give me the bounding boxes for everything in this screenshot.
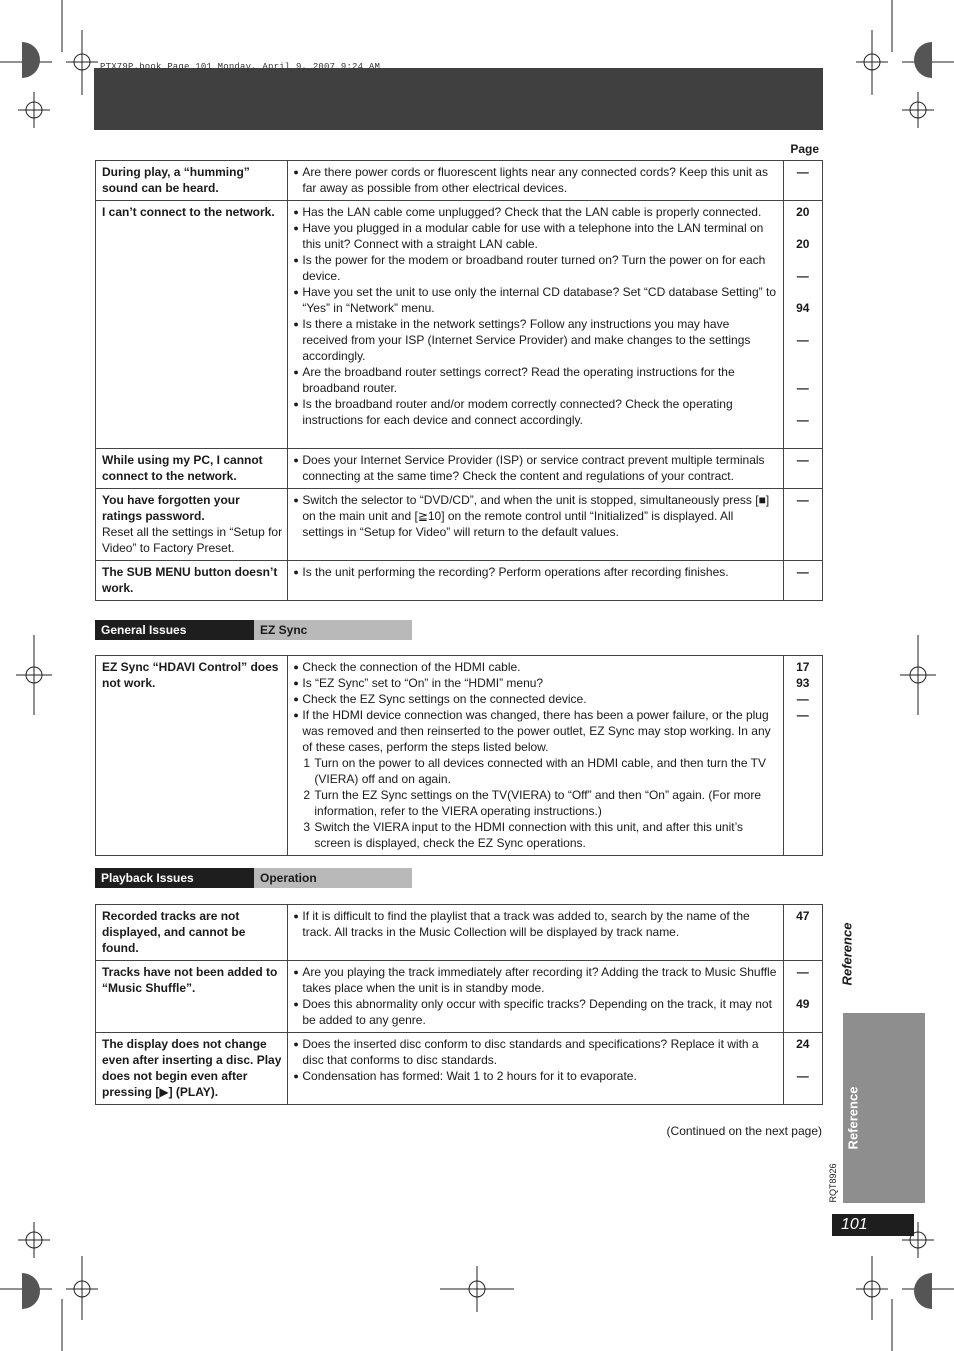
bullet-item: ● Check the connection of the HDMI cable. [293,660,521,674]
bullet-item: ● Switch the selector to “DVD/CD”, and when the unit is stopped, simultaneously press [■] on the main unit and [≧10] on the remote control until “Initialized” is displayed. All settings in “Setup for Video” will return to the default values. [293,493,770,539]
table-row [96,1033,823,1105]
bullet-icon: ● [293,999,299,1009]
table-row [96,905,823,961]
bullet-icon: ● [293,662,299,672]
bullet-item: ● Check the EZ Sync settings on the connected device. [293,692,587,706]
page-ref-cell: — 49 [783,961,823,1033]
bullet-icon: ● [293,694,299,704]
problem-cell: EZ Sync “HDAVI Control” does not work. [96,656,288,856]
table-row [96,449,823,489]
problem-cell: The SUB MENU button doesn’t work. [96,561,288,601]
file-stamp: PTX79P.book Page 101 Monday, April 9, 2007 9:24 AM [100,62,381,72]
troubleshooting-table-network [95,160,823,601]
problem-cell: You have forgotten your ratings password. Reset all the settings in “Setup for Video” to Factory Preset. [96,489,288,561]
solution-cell [288,656,783,856]
section-sublabel: EZ Sync [254,620,412,640]
page-ref-cell: — [783,161,823,201]
model-code: RQT8926 [828,1163,838,1203]
section-sublabel: Operation [254,868,412,888]
page-ref-cell: — [783,489,823,561]
side-tab-label: Reference [845,1086,861,1150]
step-item: 2 Turn the EZ Sync settings on the TV(VIERA) to “Off” and then “On” again. (For more information, refer to the VIERA operating instructions.) [303,788,762,818]
section-heading-playback [95,868,412,888]
page-ref-cell: 24 — [783,1033,823,1105]
bullet-item: ● Have you set the unit to use only the internal CD database? Set “CD database Setting” to “Yes” in “Network” menu. [293,285,776,315]
bullet-icon: ● [293,1071,299,1081]
bullet-icon: ● [293,287,299,297]
bullet-item: ● Does this abnormality only occur with specific tracks? Depending on the track, it may not be added to any genre. [293,997,772,1027]
problem-cell: I can’t connect to the network. [96,201,288,449]
bullet-icon: ● [293,1039,299,1049]
bullet-icon: ● [293,223,299,233]
section-heading-general [95,620,412,640]
header-bar [94,68,823,130]
side-tab [843,1013,925,1203]
solution-cell [288,1033,783,1105]
bullet-item: ● Are there power cords or fluorescent lights near any connected cords? Keep this unit as far away as possible from other electrical devices. [293,165,768,195]
bullet-item: ● Have you plugged in a modular cable for use with a telephone into the LAN terminal on this unit? Connect with a straight LAN cable. [293,221,764,251]
troubleshooting-table-playback [95,904,823,1105]
section-label: General Issues [95,620,254,640]
table-row [96,961,823,1033]
bullet-icon: ● [293,319,299,329]
solution-cell [288,161,783,201]
bullet-icon: ● [293,207,299,217]
solution-cell [288,201,783,449]
page-number: 101 [832,1214,914,1236]
table-row [96,201,823,449]
step-item: 3 Switch the VIERA input to the HDMI connection with this unit, and after this unit’s screen is displayed, check the EZ Sync operations. [303,820,744,850]
bullet-icon: ● [293,455,299,465]
bullet-icon: ● [293,678,299,688]
problem-cell: The display does not change even after inserting a disc. Play does not begin even after pressing [▶] (PLAY). [96,1033,288,1105]
solution-cell [288,561,783,601]
bullet-icon: ● [293,911,299,921]
page-ref-cell: — [783,449,823,489]
bullet-icon: ● [293,967,299,977]
page-ref-cell: 47 [783,905,823,961]
page-ref-cell: 20 20 — 94 — — — [783,201,823,449]
page-ref-cell: 17 93 — — [783,656,823,856]
bullet-icon: ● [293,495,299,505]
continued-note: (Continued on the next page) [666,1124,822,1138]
bullet-item: ● Is the unit performing the recording? Perform operations after recording finishes. [293,565,729,579]
side-reference-label: Reference [839,922,855,986]
bullet-item: ● If the HDMI device connection was changed, there has been a power failure, or the plug was removed and then reinserted to the power outlet, EZ Sync may stop working. In any of these cases, perform the steps listed below. [293,708,771,754]
table-row [96,489,823,561]
bullet-icon: ● [293,255,299,265]
table-row [96,561,823,601]
bullet-item: ● Are the broadband router settings correct? Read the operating instructions for the broadband router. [293,365,735,395]
bullet-item: ● Condensation has formed: Wait 1 to 2 hours for it to evaporate. [293,1069,637,1083]
solution-cell [288,905,783,961]
bullet-item: ● Is “EZ Sync” set to “On” in the “HDMI” menu? [293,676,544,690]
bullet-item: ● Has the LAN cable come unplugged? Check that the LAN cable is properly connected. [293,205,762,219]
troubleshooting-table-ezsync [95,655,823,856]
bullet-icon: ● [293,367,299,377]
solution-cell [288,449,783,489]
bullet-item: ● Is there a mistake in the network settings? Follow any instructions you may have received from your ISP (Internet Service Provider) and make changes to the settings accordingly. [293,317,751,363]
bullet-item: ● Is the power for the modem or broadband router turned on? Turn the power on for each device. [293,253,766,283]
page-ref-cell: — [783,561,823,601]
table-row [96,161,823,201]
bullet-item: ● Are you playing the track immediately after recording it? Adding the track to Music Shuffle takes place when the unit is in standby mode. [293,965,777,995]
bullet-item: ● Does your Internet Service Provider (ISP) or service contract prevent multiple terminals connecting at the same time? Check the content and regulations of your contract. [293,453,765,483]
bullet-icon: ● [293,399,299,409]
solution-cell [288,489,783,561]
bullet-icon: ● [293,567,299,577]
bullet-item: ● Does the inserted disc conform to disc standards and specifications? Replace it with a disc that conforms to disc standards. [293,1037,759,1067]
problem-cell: While using my PC, I cannot connect to the network. [96,449,288,489]
problem-note: Reset all the settings in “Setup for Video” to Factory Preset. [102,525,283,555]
bullet-item: ● If it is difficult to find the playlist that a track was added to, search by the name of the track. All tracks in the Music Collection will be displayed by track name. [293,909,750,939]
bullet-icon: ● [293,710,299,720]
step-item: 1 Turn on the power to all devices connected with an HDMI cable, and then turn the TV (VIERA) off and on again. [303,756,766,786]
section-label: Playback Issues [95,868,254,888]
problem-cell: During play, a “humming” sound can be heard. [96,161,288,201]
bullet-item: ● Is the broadband router and/or modem correctly connected? Check the operating instructions for each device and connect accordingly. [293,397,733,427]
solution-cell [288,961,783,1033]
page-column-label: Page [790,142,819,156]
bullet-icon: ● [293,167,299,177]
problem-cell: Recorded tracks are not displayed, and cannot be found. [96,905,288,961]
problem-cell: Tracks have not been added to “Music Shuffle”. [96,961,288,1033]
table-row [96,656,823,856]
